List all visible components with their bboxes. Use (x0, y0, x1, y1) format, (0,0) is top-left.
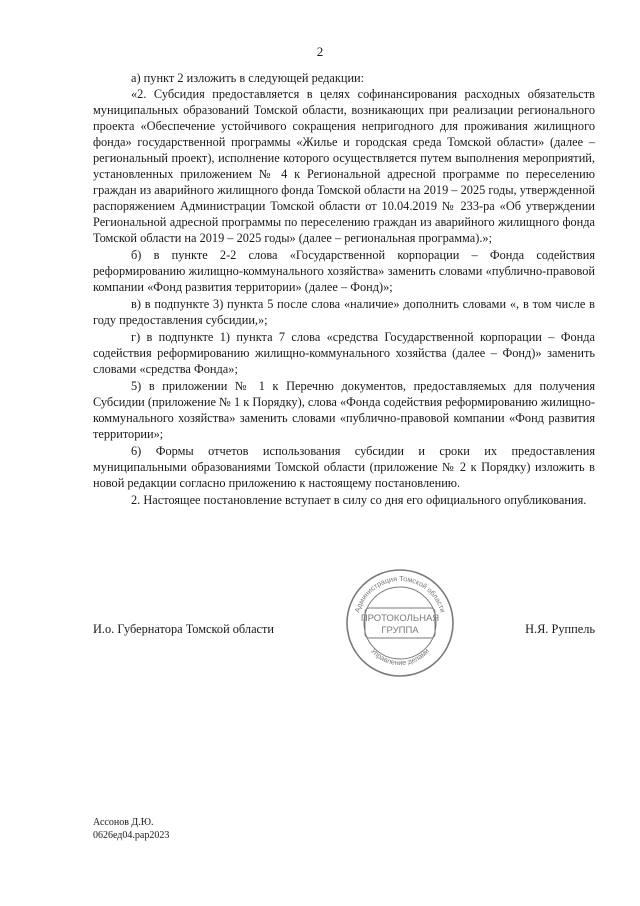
document-body (93, 70, 595, 508)
paragraph-6: 6) Формы отчетов использования субсидии и сроки их предоставления муниципальными образованиями Томской области (приложение № 2 к Порядку) изложить в новой редакции согласно приложению к настоящему постановлению. (93, 444, 595, 490)
paragraph-5: 5) в приложении № 1 к Перечню документов, предоставляемых для получения Субсидии (приложение № 1 к Порядку), слова «Фонда содействия реформированию жилищно-коммунального хозяйства» заменить словами «публично-правовой компании «Фонд развития территории»; (93, 379, 595, 441)
document-code: 0626ед04.рар2023 (93, 830, 170, 841)
protocol-group-stamp (344, 567, 456, 679)
signatory-position: И.о. Губернатора Томской области (93, 622, 275, 636)
document-footer (93, 816, 169, 842)
paragraph-b: б) в пункте 2-2 слова «Государственной корпорации – Фонда содействия реформированию жилищно-коммунального хозяйства» заменить словами «публично-правовой компании «Фонд развития территории» (далее – Фонд)»; (93, 248, 595, 294)
paragraph-a: а) пункт 2 изложить в следующей редакции: (131, 71, 365, 85)
paragraph-v: в) в подпункте 3) пункта 5 после слова «наличие» дополнить словами «, в том числе в году предоставления субсидии,»; (93, 297, 595, 327)
stamp-top-text: Администрация Томской области (352, 573, 448, 614)
signatory-name: Н.Я. Руппель (525, 622, 595, 636)
paragraph-point-2-text: «2. Субсидия предоставляется в целях софинансирования расходных обязательств муниципальных образований Томской области, возникающих при реализации регионального проекта «Обеспечение устойчивого сокращения непригодного для проживания жилищного фонда» государственной программы «Жилье и городская среда Томской области» (далее – региональный проект), исполнение которого осуществляется путем выполнения мероприятий, установленных приложением № 4 к Региональной адресной программе по переселению граждан из аварийного жилищного фонда Томской области на 2019 – 2025 годы, утвержденной распоряжением Администрации Томской области от 10.04.2019 № 233-ра «Об утверждении Региональной адресной программы по переселению граждан из аварийного жилищного фонда Томской области на 2019 – 2025 годы» (далее – региональная программа).»; (93, 87, 595, 245)
author-name: Ассонов Д.Ю. (93, 817, 154, 828)
stamp-inner-line-1: ПРОТОКОЛЬНАЯ (360, 613, 440, 624)
paragraph-g: г) в подпункте 1) пункта 7 слова «средства Государственной корпорации – Фонда содействия реформированию жилищно-коммунального хозяйства (далее – Фонд)» заменить словами «средства Фонда»; (93, 330, 595, 376)
stamp-bottom-text: Управление делами (369, 646, 431, 668)
stamp-inner-line-2: ГРУППА (381, 625, 419, 636)
page-number: 2 (316, 44, 324, 59)
svg-text:Управление делами (369, 646, 431, 667)
paragraph-effective-date: 2. Настоящее постановление вступает в силу со дня его официального опубликования. (131, 493, 587, 507)
